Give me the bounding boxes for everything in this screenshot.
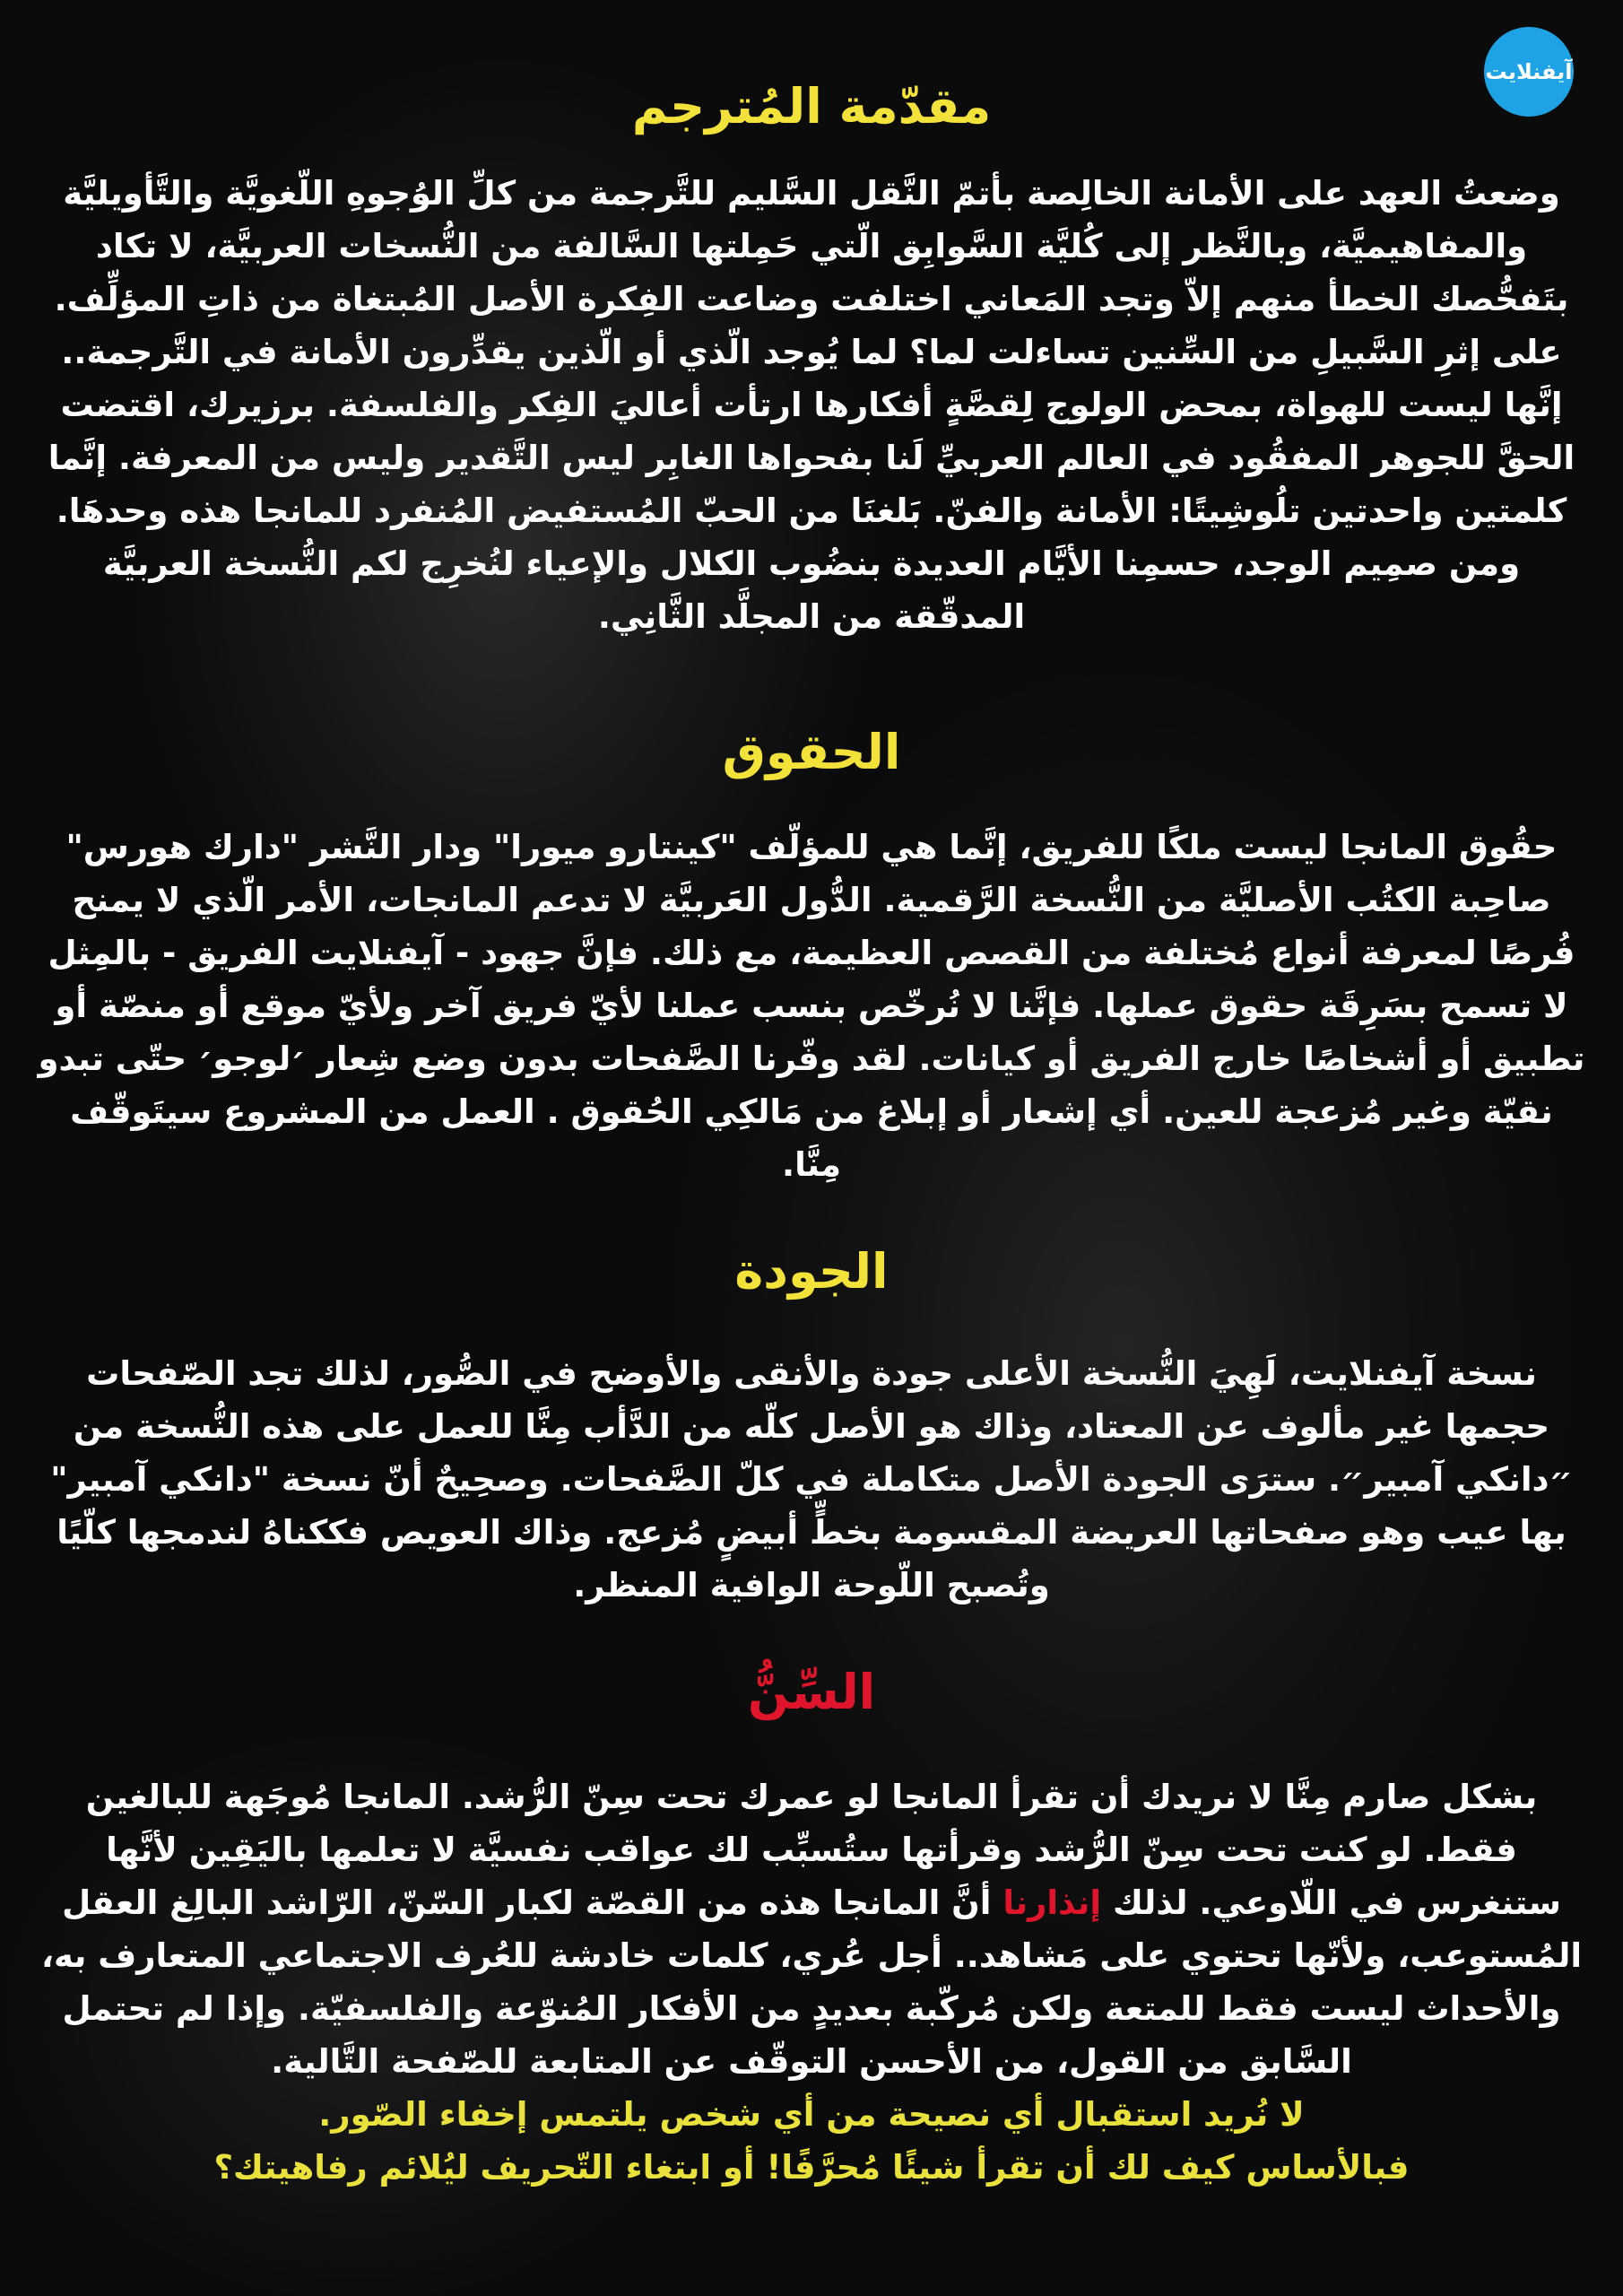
age-note-line-1: لا نُريد استقبال أي نصيحة من أي شخص يلتمس إخفاء الصّور. bbox=[318, 2095, 1305, 2134]
quality-body: نسخة آيفنلايت، لَهِيَ النُّسخة الأعلى جودة والأنقى والأوضح في الصُّور، لذلك تجد الصّفحات حجمها غير مألوف عن المعتاد، وذاك هو الأصل كلّه من الدَّأب مِنَّا للعمل على هذه النُّسخة من ״دانكي آمبير״. سترَى الجودة الأصل متكاملة في كلّ الصَّفحات. وصحِيحٌ أنّ نسخة "دانكي آمبير" بها عيب وهو صفحاتها العريضة المقسومة بخطٍّ أبيضٍ مُزعج. وذاك العويص فككناهُ لندمجها كلّيًا وتُصبح اللّوحة الوافية المنظر. bbox=[50, 1354, 1573, 1605]
age-title: السِّنُّ bbox=[747, 1664, 876, 1720]
quality-title: الجودة bbox=[734, 1243, 889, 1300]
age-body-after: أنَّ المانجا هذه من القصّة لكبار السّنّ، الرّاشد البالِغ العقل المُستوعب، ولأنّها تحتوي على مَشاهد.. أجل عُري، كلمات خادشة للعُرف الاجتماعي المتعارف به، والأحداث ليست فقط للمتعة ولكن مُركّبة بعديدٍ من الأفكار المُنوّعة والفلسفيّة. وإذا لم تحتمل السَّابق من القول، من الأحسن التوقّف عن المتابعة للصّفحة التَّالية. bbox=[40, 1883, 1583, 2081]
intro-paragraph bbox=[36, 167, 1587, 643]
team-logo: آيفنلايت bbox=[1484, 27, 1574, 117]
age-paragraph bbox=[36, 1770, 1587, 2194]
intro-title: مقدّمة المُترجم bbox=[631, 78, 992, 135]
age-body bbox=[36, 1770, 1587, 2088]
quality-paragraph bbox=[36, 1347, 1587, 1612]
age-body-before: بشكل صارم مِنَّا لا نريدك أن تقرأ المانجا لو عمرك تحت سِنّ الرُّشد. المانجا مُوجَهة للبالغين فقط. لو كنت تحت سِنّ الرُّشد وقرأتها ستُسبِّب لك عواقب نفسيَّة لا تعلمها باليَقِين لأنَّها ستنغرس في اللّاوعي. لذلك bbox=[85, 1778, 1561, 1922]
rights-body: حقُوق المانجا ليست ملكًا للفريق، إنَّما هي للمؤلّف "كينتارو ميورا" ودار النَّشر "دارك هورس" صاحِبة الكتُب الأصليَّة من النُّسخة الرَّقمية. الدُّول العَربيَّة لا تدعم المانجات، الأمر الّذي لا يمنح فُرصًا لمعرفة أنواع مُختلفة من القصص العظيمة، مع ذلك. فإنَّ جهود - آيفنلايت الفريق - بالمِثل لا تسمح بسَرِقَة حقوق عملها. فإنَّنا لا نُرخّص بنسب عملنا لأيّ فريق آخر ولأيّ موقع أو منصّة أو تطبيق أو أشخاصًا خارج الفريق أو كيانات. لقد وفّرنا الصَّفحات بدون وضع شِعار ׳لوجو׳ حتّى تبدو نقيّة وغير مُزعجة للعين. أي إشعار أو إبلاغ من مَالكِي الحُقوق . العمل من المشروع سيتَوقّف مِنَّا. bbox=[38, 828, 1585, 1184]
age-note-line-2: فبالأساس كيف لك أن تقرأ شيئًا مُحرَّفًا! أو ابتغاء التّحريف ليُلائم رفاهيتك؟ bbox=[213, 2148, 1410, 2187]
rights-paragraph bbox=[36, 821, 1587, 1191]
age-warning-word: إنذارنا bbox=[1002, 1883, 1102, 1922]
intro-body: وضعتُ العهد على الأمانة الخالِصة بأتمّ النَّقل السَّليم للتَّرجمة من كلِّ الوُجوهِ اللّغويَّة والتَّأويليَّة والمفاهيميَّة، وبالنَّظر إلى كُليَّة السَّوابِق الّتي حَمِلتها السَّالفة من النُّسخات العربيَّة، لا تكاد بتَفحُّصك الخطأ منهم إلاّ وتجد المَعاني اختلفت وضاعت الفِكرة الأصل المُبتغاة من ذاتِ المؤلِّف. على إثرِ السَّبيلِ من السِّنين تساءلت لما؟ لما يُوجد الّذي أو الّذين يقدِّرون الأمانة في التَّرجمة.. إنَّها ليست للهواة، بمحض الولوج لِقصَّةٍ أفكارها ارتأت أعاليَ الفِكر والفلسفة. برزيرك، اقتضت الحقَّ للجوهر المفقُود في العالم العربيِّ لَنا بفحواها الغابِر ليس التَّقدير وليس من المعرفة. إنَّما كلمتين واحدتين تلُوشِيتًا: الأمانة والفنّ. بَلغنَا من الحبّ المُستفيض المُنفرد للمانجا هذه وحدهَا. ومن صمِيم الوجد، حسمِنا الأيَّام العديدة بنضُوب الكلال والإعياء لنُخرِج لكم النُّسخة العربيَّة المدقّقة من المجلَّد الثَّانِي. bbox=[48, 174, 1575, 636]
rights-title: الحقوق bbox=[722, 724, 901, 780]
